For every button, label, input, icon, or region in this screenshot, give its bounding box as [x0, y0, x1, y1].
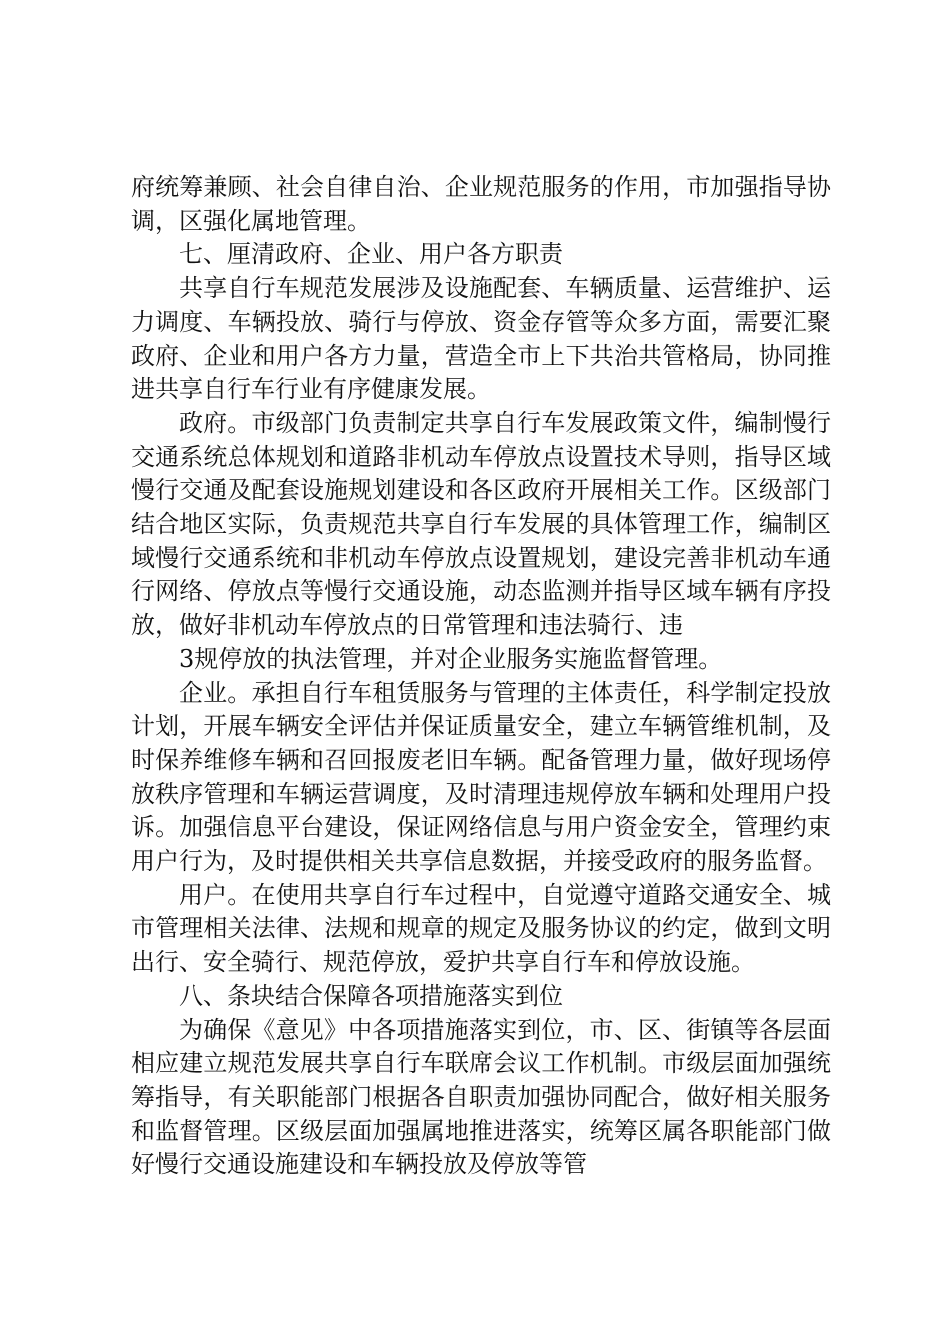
- section-heading-7: 七、厘清政府、企业、用户各方职责: [179, 240, 563, 269]
- paragraph-enterprise: 企业。承担自行车租赁服务与管理的主体责任，科学制定投放计划，开展车辆安全评估并保证质量安全，建立车辆管维机制，及时保养维修车辆和召回报废老旧车辆。配备管理力量，做好现场停放秩序管理和车辆运营调度，及时清理违规停放车辆和处理用户投诉。加强信息平台建设，保证网络信息与用户资金安全，管理约束用户行为，及时提供相关共享信息数据，并接受政府的服务监督。: [131, 678, 831, 876]
- paragraph-government: 政府。市级部门负责制定共享自行车发展政策文件，编制慢行交通系统总体规划和道路非机动车停放点设置技术导则，指导区域慢行交通及配套设施规划建设和各区政府开展相关工作。区级部门结合地区实际，负责规范共享自行车发展的具体管理工作，编制区域慢行交通系统和非机动车停放点设置规划，建设完善非机动车通行网络、停放点等慢行交通设施，动态监测并指导区域车辆有序投放，做好非机动车停放点的日常管理和违法骑行、违: [131, 408, 831, 640]
- document-page: [131, 171, 831, 1182]
- paragraph-government-continued: 3规停放的执法管理，并对企业服务实施监督管理。: [179, 644, 723, 673]
- paragraph-user: 用户。在使用共享自行车过程中，自觉遵守道路交通安全、城市管理相关法律、法规和规章的规定及服务协议的约定，做到文明出行、安全骑行、规范停放，爱护共享自行车和停放设施。: [131, 880, 831, 977]
- paragraph-1: 府统筹兼顾、社会自律自治、企业规范服务的作用，市加强指导协调，区强化属地管理。: [131, 173, 831, 235]
- paragraph-implementation: 为确保《意见》中各项措施落实到位，市、区、街镇等各层面相应建立规范发展共享自行车联席会议工作机制。市级层面加强统筹指导，有关职能部门根据各自职责加强协同配合，做好相关服务和监督管理。区级层面加强属地推进落实，统筹区属各职能部门做好慢行交通设施建设和车辆投放及停放等管: [131, 1015, 831, 1179]
- section-heading-8: 八、条块结合保障各项措施落实到位: [179, 981, 563, 1010]
- paragraph-overview: 共享自行车规范发展涉及设施配套、车辆质量、运营维护、运力调度、车辆投放、骑行与停放、资金存管等众多方面，需要汇聚政府、企业和用户各方力量，营造全市上下共治共管格局，协同推进共享自行车行业有序健康发展。: [131, 274, 831, 404]
